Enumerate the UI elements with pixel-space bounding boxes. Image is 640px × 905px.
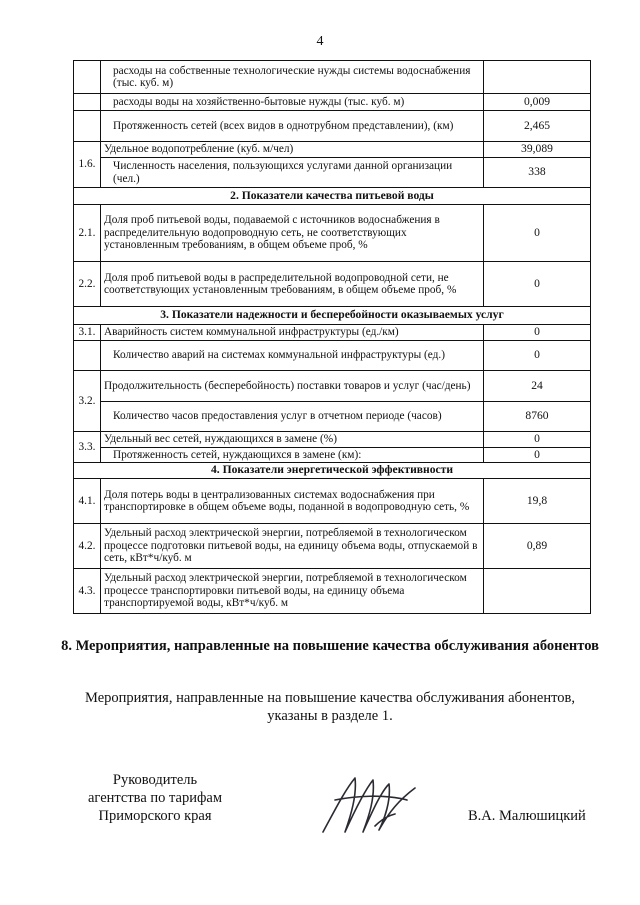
indicators-table — [73, 60, 591, 614]
row-description: Протяженность сетей, нуждающихся в замене (км): — [101, 447, 484, 463]
row-value: 8760 — [484, 402, 591, 432]
row-value: 338 — [484, 158, 591, 188]
row-description: Удельный вес сетей, нуждающихся в замене (%) — [101, 432, 484, 448]
signatory-title-line-1: Руководитель — [112, 772, 198, 788]
handwritten-signature — [315, 770, 435, 840]
signatory-title-line-3: Приморского края — [98, 808, 212, 824]
row-value: 0,89 — [484, 524, 591, 569]
table-row — [74, 142, 591, 158]
row-description: Численность населения, пользующихся услугами данной организации (чел.) — [101, 158, 484, 188]
row-description: Доля потерь воды в централизованных системах водоснабжения при транспортировке в общем объеме воды, поданной в водопроводную сеть, % — [101, 479, 484, 524]
section-heading-2: 2. Показатели качества питьевой воды — [74, 188, 591, 205]
row-description: Доля проб питьевой воды в распределительной водопроводной сети, не соответствующих установленным требованиям, в общем объеме проб, % — [101, 262, 484, 307]
row-number: 3.3. — [74, 432, 101, 463]
row-number: 4.3. — [74, 569, 101, 614]
row-description: Протяженность сетей (всех видов в однотрубном представлении), (км) — [101, 111, 484, 142]
row-number-1-6: 1.6. — [74, 142, 101, 188]
table-row — [74, 432, 591, 448]
table-row — [74, 569, 591, 614]
row-description: Количество часов предоставления услуг в отчетном периоде (часов) — [101, 402, 484, 432]
row-value: 0 — [484, 262, 591, 307]
row-description: Продолжительность (бесперебойность) поставки товаров и услуг (час/день) — [101, 371, 484, 402]
row-description: Удельное водопотребление (куб. м/чел) — [101, 142, 484, 158]
section-row — [74, 188, 591, 205]
row-number-cell — [74, 111, 101, 142]
row-number: 4.2. — [74, 524, 101, 569]
row-number: 2.2. — [74, 262, 101, 307]
table-row — [74, 524, 591, 569]
table-row — [74, 371, 591, 402]
row-description: расходы на собственные технологические нужды системы водоснабжения (тыс. куб. м) — [101, 61, 484, 94]
row-value — [484, 569, 591, 614]
section-8-heading: 8. Мероприятия, направленные на повышение качества обслуживания абонентов — [61, 638, 599, 654]
row-value: 24 — [484, 371, 591, 402]
row-number: 3.1. — [74, 325, 101, 341]
row-value — [484, 61, 591, 94]
table-row — [74, 325, 591, 341]
table-row — [74, 205, 591, 262]
row-description: расходы воды на хозяйственно-бытовые нужды (тыс. куб. м) — [101, 94, 484, 111]
row-description: Количество аварий на системах коммунальной инфраструктуры (ед.) — [101, 341, 484, 371]
row-value: 0 — [484, 432, 591, 448]
row-description: Удельный расход электрической энергии, потребляемой в технологическом процессе транспортировки питьевой воды, на единицу объема транспортируемой воды, кВт*ч/куб. м — [101, 569, 484, 614]
row-number: 3.2. — [74, 371, 101, 432]
signatory-name: В.А. Малюшицкий — [468, 808, 586, 824]
row-value: 0,009 — [484, 94, 591, 111]
row-description: Аварийность систем коммунальной инфраструктуры (ед./км) — [101, 325, 484, 341]
row-value: 2,465 — [484, 111, 591, 142]
table-row — [74, 61, 591, 94]
section-row — [74, 307, 591, 325]
table-row — [74, 111, 591, 142]
section-row — [74, 463, 591, 479]
signatory-title-line-2: агентства по тарифам — [88, 790, 222, 806]
row-number: 2.1. — [74, 205, 101, 262]
table-row — [74, 158, 591, 188]
row-number-cell — [74, 61, 101, 94]
row-number: 4.1. — [74, 479, 101, 524]
page-number: 4 — [316, 34, 324, 49]
row-value: 19,8 — [484, 479, 591, 524]
row-value: 0 — [484, 341, 591, 371]
table-row — [74, 447, 591, 463]
row-description: Удельный расход электрической энергии, потребляемой в технологическом процессе подготовки питьевой воды, на единицу объема воды, отпускаемой в сеть, кВт*ч/куб. м — [101, 524, 484, 569]
row-description: Доля проб питьевой воды, подаваемой с источников водоснабжения в распределительную водопроводную сеть, не соответствующих установленным требованиям, в общем объеме проб, % — [101, 205, 484, 262]
section-heading-3: 3. Показатели надежности и бесперебойности оказываемых услуг — [74, 307, 591, 325]
row-value: 0 — [484, 325, 591, 341]
row-number-cell — [74, 94, 101, 111]
row-value: 0 — [484, 447, 591, 463]
table-row — [74, 479, 591, 524]
section-heading-4: 4. Показатели энергетической эффективности — [74, 463, 591, 479]
table-row — [74, 94, 591, 111]
signatory-title — [75, 771, 235, 825]
table-row — [74, 262, 591, 307]
table-row — [74, 402, 591, 432]
row-value: 39,089 — [484, 142, 591, 158]
section-8-paragraph: Мероприятия, направленные на повышение качества обслуживания абонентов, указаны в разделе 1. — [85, 690, 575, 724]
row-value: 0 — [484, 205, 591, 262]
row-number-cell — [74, 341, 101, 371]
table-row — [74, 341, 591, 371]
